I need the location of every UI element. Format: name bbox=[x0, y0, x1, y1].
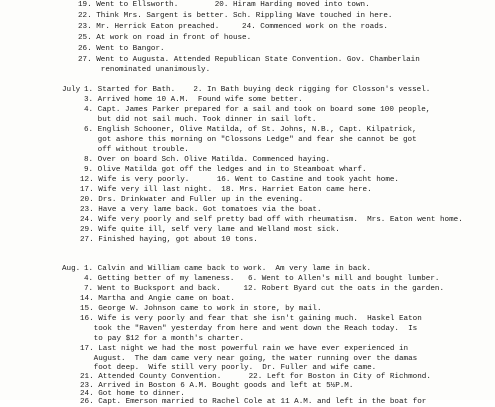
diary-line: renominated unanimously. bbox=[78, 66, 211, 74]
diary-line: August. The dam came very near going, the water running over the damas bbox=[80, 355, 418, 363]
month-label-july: July bbox=[62, 86, 81, 94]
diary-line: 22. Think Mrs. Sargent is better. Sch. Rippling Wave touched in here. bbox=[78, 12, 393, 20]
diary-line: 19. Went to Ellsworth. 20. Hiram Harding moved into town. bbox=[78, 1, 370, 9]
diary-line: 3. Arrived home 10 A.M. Found wife some better. bbox=[84, 96, 303, 104]
diary-line: 17. Last night we had the most powerful rain we have ever experienced in bbox=[80, 345, 409, 353]
diary-line: 24. Wife very poorly and self pretty bad off with rheumatism. Mrs. Eaton went home. bbox=[80, 216, 463, 224]
diary-line: 7. Went to Bucksport and back. 12. Robert Byard cut the oats in the garden. bbox=[84, 285, 445, 293]
diary-line: 4. Getting better of my lameness. 6. Went to Allen's mill and bought lumber. bbox=[84, 275, 440, 283]
diary-line: 26. Went to Bangor. bbox=[78, 45, 165, 53]
diary-line: to pay $12 for a month's charter. bbox=[80, 335, 245, 343]
diary-line: 29. Wife quite ill, self very lame and Welland most sick. bbox=[80, 226, 340, 234]
diary-line: off without trouble. bbox=[84, 146, 189, 154]
diary-line: 26. Capt. Emerson married to Rachel Cole at 11 A.M. and left in the boat for bbox=[80, 398, 427, 406]
diary-line: 9. Olive Matilda got off the ledges and in to Steamboat wharf. bbox=[84, 166, 367, 174]
diary-line: 25. At work on road in front of house. bbox=[78, 34, 252, 42]
diary-line: 27. Went to Augusta. Attended Republican State Convention. Gov. Chamberlain bbox=[78, 56, 420, 64]
diary-line: 15. George W. Johnson came to work in store, by mail. bbox=[80, 305, 322, 313]
diary-line: but did not sail much. Took dinner in sail loft. bbox=[84, 116, 317, 124]
diary-line: 6. English Schooner, Olive Matilda, of St. Johns, N.B., Capt. Kilpatrick, bbox=[84, 126, 417, 134]
diary-line: got ashore this morning on "Clossons Ledge" and fear she cannot be got bbox=[84, 136, 417, 144]
diary-line: 12. Wife is very poorly. 16. Went to Castine and took yacht home. bbox=[80, 176, 399, 184]
diary-line: 23. Mr. Herrick Eaton preached. 24. Commenced work on the roads. bbox=[78, 23, 388, 31]
diary-line: 14. Martha and Angie came on boat. bbox=[80, 295, 235, 303]
diary-line: 24. Got home to dinner. bbox=[80, 390, 185, 398]
diary-line: 21. Attended County Convention. 22. Left for Boston in City of Richmond. bbox=[80, 373, 431, 381]
diary-line: 16. Wife is very poorly and fear that she isn't gaining much. Haskel Eaton bbox=[80, 315, 422, 323]
diary-line: 1. Calvin and William came back to work. Am very lame in back. bbox=[84, 265, 372, 273]
diary-line: 4. Capt. James Parker prepared for a sail and took on board some 100 people, bbox=[84, 106, 431, 114]
diary-line: foot deep. Wife still very poorly. Dr. Fuller and wife came. bbox=[80, 364, 377, 372]
diary-line: 23. Arrived in Boston 6 A.M. Bought goods and left at 5½P.M. bbox=[80, 382, 354, 390]
diary-line: 27. Finished haying, got about 10 tons. bbox=[80, 236, 258, 244]
diary-line: 20. Drs. Drinkwater and Fuller up in the evening. bbox=[80, 196, 304, 204]
month-label-aug: Aug. bbox=[62, 265, 81, 273]
diary-line: 23. Have a very lame back. Got tomatoes via the boat. bbox=[80, 206, 322, 214]
diary-line: took the "Raven" yesterday from here and went down the Reach today. Is bbox=[80, 325, 418, 333]
diary-line: 17. Wife very ill last night. 18. Mrs. Harriet Eaton came here. bbox=[80, 186, 372, 194]
diary-line: 8. Over on board Sch. Olive Matilda. Commenced haying. bbox=[84, 156, 331, 164]
diary-line: 1. Started for Bath. 2. In Bath buying deck rigging for Closson's vessel. bbox=[84, 86, 431, 94]
